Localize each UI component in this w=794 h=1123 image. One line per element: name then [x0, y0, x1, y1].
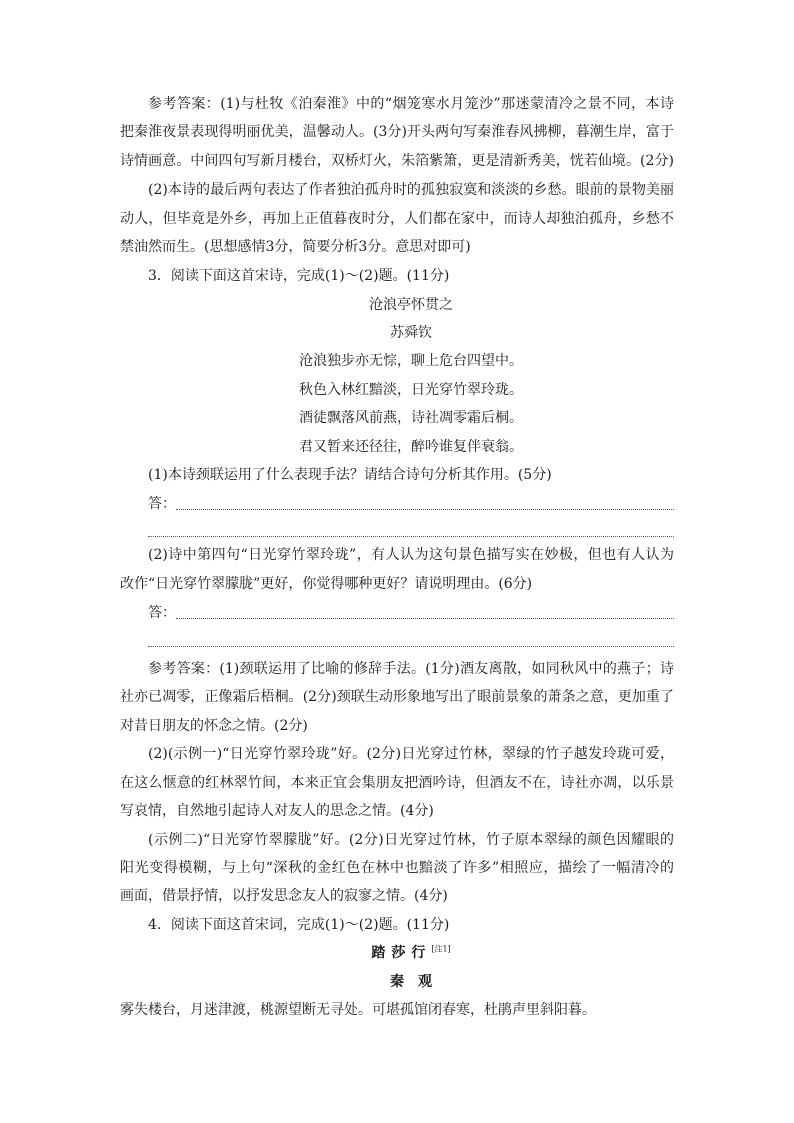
answer1-para2-line-3: 禁油然而生。(思想感情3分，简要分析3分。意思对即可) [120, 239, 471, 255]
answer-line [176, 509, 674, 510]
poem-author: 苏舜钦 [390, 325, 432, 341]
question3-example1-line-3: 写哀情，自然地引起诗人对友人的思念之情。(4分) [120, 803, 434, 819]
answer1-para2-line-1: (2)本诗的最后两句表达了作者独泊孤舟时的孤独寂寞和淡淡的乡愁。眼前的景物美丽 [148, 182, 674, 198]
question3-sub1: (1)本诗颈联运用了什么表现手法？请结合诗句分析其作用。(5分) [148, 467, 552, 483]
poem-title: 沧浪亭怀贯之 [369, 297, 453, 313]
ci-first-line: 雾失楼台，月迷津渡，桃源望断无寻处。可堪孤馆闭春寒，杜鹃声里斜阳暮。 [120, 1002, 596, 1018]
ci-title [148, 943, 674, 963]
question3-ref-line-2: 社亦已凋零，正像霜后梧桐。(2分)颈联生动形象地写出了眼前景象的萧条之意，更加重了 [120, 689, 674, 705]
answer1-line-3: 诗情画意。中间四句写新月楼台，双桥灯火，朱箔紫箫，更是清新秀美，恍若仙境。(2分) [120, 153, 674, 169]
answer-line [148, 536, 674, 537]
question3-sub2-line-2: 改作“日光穿竹翠朦胧”更好，你觉得哪种更好？请说明理由。(6分) [120, 576, 533, 592]
question3-example1-line-2: 在这么惬意的红林翠竹间，本来正宜会集朋友把酒吟诗，但酒友不在，诗社亦凋，以乐景 [120, 775, 674, 791]
answer-line [148, 646, 674, 647]
ci-author: 秦 观 [390, 974, 432, 990]
answer-line [176, 618, 674, 619]
question3-example2-line-3: 画面，借景抒情，以抒发思念友人的寂寥之情。(4分) [120, 888, 448, 904]
poem-line-1: 沧浪独步亦无悰，聊上危台四望中。 [299, 353, 523, 369]
poem-line-4: 君又暂来还径往，醉吟谁复伴衰翁。 [299, 439, 523, 455]
question3-sub2-line-1: (2)诗中第四句“日光穿竹翠玲珑”，有人认为这句景色描写实在妙极，但也有人认为 [148, 547, 674, 563]
poem-line-3: 酒徒飘落风前燕，诗社凋零霜后桐。 [299, 410, 523, 426]
answer1-line-1: 参考答案：(1)与杜牧《泊秦淮》中的“烟笼寒水月笼沙”那迷蒙清冷之景不同，本诗 [148, 96, 674, 112]
question3-example2-line-2: 阳光变得模糊，与上句“深秋的金红色在林中也黯淡了许多”相照应，描绘了一幅清冷的 [120, 860, 674, 876]
answer1-line-2: 把秦淮夜景表现得明丽优美，温馨动人。(3分)开头两句写秦淮春风拂柳，暮潮生岸，富于 [120, 124, 674, 140]
question3-ref-line-3: 对昔日朋友的怀念之情。(2分) [120, 718, 308, 734]
question3-example2-line-1: (示例二)“日光穿竹翠朦胧”好。(2分)日光穿过竹林，竹子原本翠绿的颜色因耀眼的 [148, 832, 674, 848]
question3-ref-line-1: 参考答案：(1)颈联运用了比喻的修辞手法。(1分)酒友离散，如同秋风中的燕子；诗 [148, 661, 674, 677]
answer1-para2-line-2: 动人，但毕竟是外乡，再加上正值暮夜时分，人们都在家中，而诗人却独泊孤舟，乡愁不 [120, 211, 674, 227]
question3-intro: 3．阅读下面这首宋诗，完成(1)～(2)题。(11分) [148, 268, 450, 284]
ci-title-note: [注1] [431, 944, 451, 954]
ci-title-text: 踏莎行 [371, 945, 432, 961]
answer-area-2 [148, 603, 674, 623]
answer-area-1 [148, 494, 674, 514]
poem-line-2: 秋色入林红黯淡，日光穿竹翠玲珑。 [299, 382, 523, 398]
question4-intro: 4．阅读下面这首宋词，完成(1)～(2)题。(11分) [148, 917, 450, 933]
answer-label: 答： [148, 496, 176, 512]
answer-label: 答： [148, 605, 176, 621]
question3-example1-line-1: (2)(示例一)“日光穿竹翠玲珑”好。(2分)日光穿过竹林，翠绿的竹子越发玲珑可爱， [148, 746, 674, 762]
